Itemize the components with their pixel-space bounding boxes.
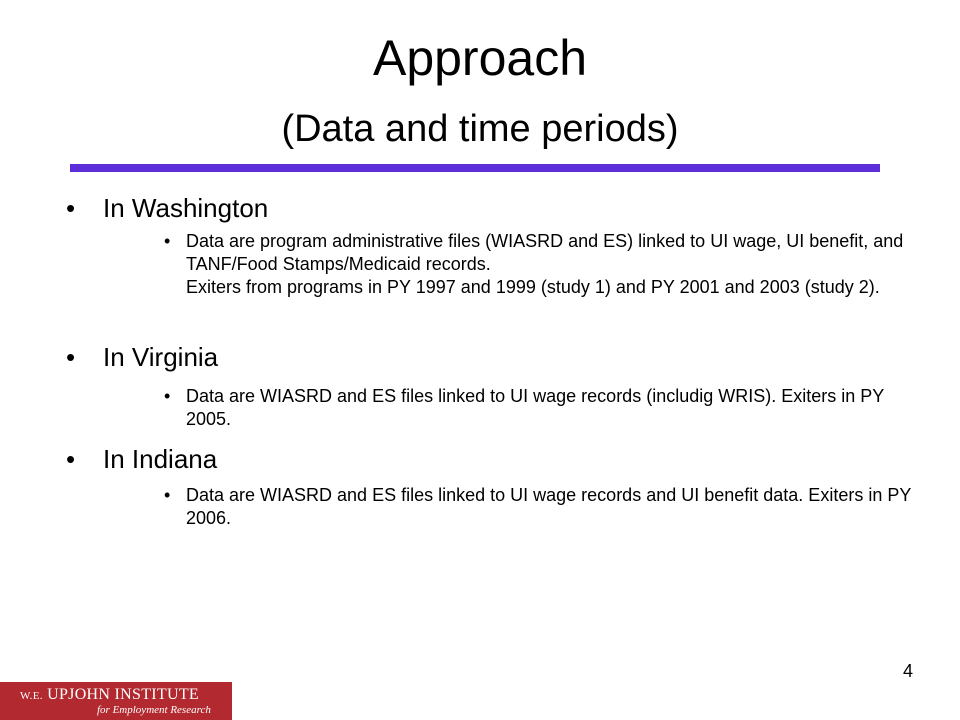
sub-bullet-dot: •: [164, 386, 171, 406]
bullet-heading-washington: In Washington: [103, 193, 269, 223]
sub-bullet-dot: •: [164, 231, 171, 251]
bullet-dot: •: [66, 444, 76, 474]
sub-bullet-text-washington: Data are program administrative files (WIASRD and ES) linked to UI wage, UI benefit, and TANF/Food Stamps/Medicaid records. Exiters from programs in PY 1997 and 1999 (study 1) and PY 2001 and 2003 (study 2).: [186, 231, 904, 297]
logo-name: UPJOHN INSTITUTE: [47, 686, 200, 703]
sub-bullet-dot: •: [164, 485, 171, 505]
upjohn-institute-logo: [0, 682, 232, 720]
sub-bullet-indiana: [164, 484, 924, 530]
logo-tagline: for Employment Research: [97, 704, 211, 716]
logo-wordmark: [20, 686, 199, 705]
bullet-heading-indiana: In Indiana: [103, 444, 218, 474]
sub-bullet-text-indiana: Data are WIASRD and ES files linked to UI wage records and UI benefit data. Exiters in PY 2006.: [186, 485, 912, 528]
bullet-heading-virginia: In Virginia: [103, 342, 219, 372]
slide-title: Approach: [372, 30, 588, 86]
sub-bullet-text-virginia: Data are WIASRD and ES files linked to UI wage records (includig WRIS). Exiters in PY 2005.: [186, 386, 884, 429]
bullet-dot: •: [66, 342, 76, 372]
title-underline: [70, 164, 880, 172]
sub-bullet-washington: [164, 230, 924, 299]
bullet-dot: •: [66, 193, 76, 223]
logo-prefix: W.E.: [20, 690, 43, 702]
sub-bullet-virginia: [164, 385, 924, 431]
page-number: 4: [902, 661, 913, 681]
slide-subtitle: (Data and time periods): [281, 108, 679, 150]
